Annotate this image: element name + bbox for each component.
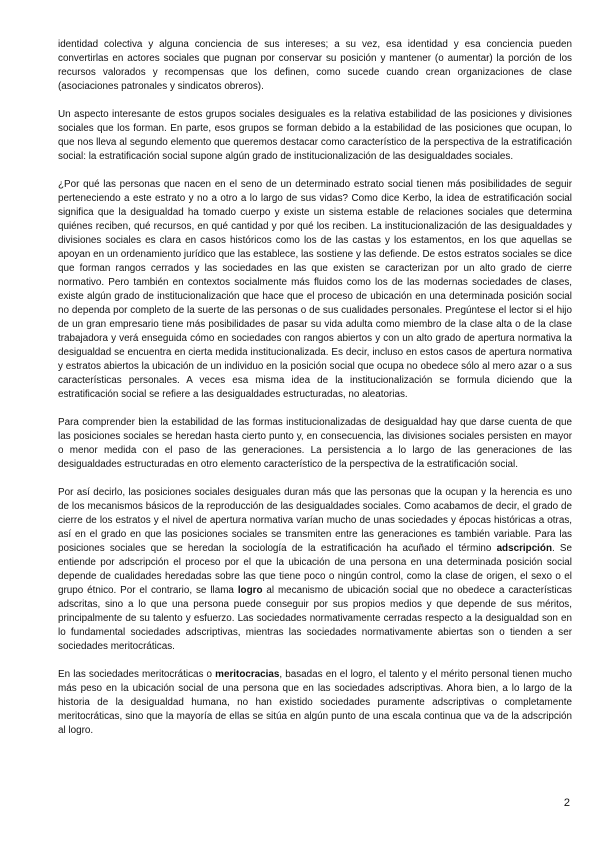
term-meritocracias: meritocracias xyxy=(215,669,280,680)
paragraph-3: ¿Por qué las personas que nacen en el seno de un determinado estrato social tienen más posibilidades de seguir perteneciendo a este estrato y no a otro a lo largo de sus vidas? Como dice Kerbo, la idea de estratificación social significa que la desigualdad ha tomado cuerpo y existe un sistema estable de relaciones sociales que determina quiénes reciben, qué recursos, en qué cantidad y por qué los reciben. La institucionalización de las desigualdades y divisiones sociales es clara en casos históricos como los de las castas y los estamentos, en los que aquellas se apoyan en un ordenamiento jurídico que las establece, las sostiene y las defiende. De estos estratos sociales se dice que forman rangos cerrados y las sociedades en las que existen se caracterizan por un alto grado de cierre normativo. Pero también en contextos socialmente más fluidos como los de las modernas sociedades de clases, existe algún grado de institucionalización que hace que el proceso de ubicación en una determinada posición social no dependa por completo de la suerte de las personas o de sus cualidades personales. Pregúntese el lector si el hijo de un gran empresario tiene más posibilidades de pasar su vida adulta como miembro de la clase alta o de la clase trabajadora y verá enseguida cómo en sociedades con rangos abiertos y con un alto grado de apertura normativa la desigualdad se encuentra en cierta medida institucionalizada. Es decir, incluso en estos casos de apertura normativa y estratos abiertos la ubicación de un individuo en la posición social que ocupa no obedece sólo al mero azar o a sus características personales. A veces esa misma idea de la institucionalización se formula diciendo que la estratificación social se refiere a las desigualdades estructuradas, no aleatorias. xyxy=(58,179,572,400)
term-logro: logro xyxy=(237,585,263,596)
paragraph-6-text-b: , basadas en el logro, el talento y el mérito personal tienen mucho más peso en la ubicación social de una persona que en las sociedades adscriptivas. Ahora bien, a lo largo de la historia de la desigualdad humana, no han existido sociedades puramente adscriptivas o completamente meritocráticas, sino que la mayoría de ellas se sitúa en algún punto de una escala continua que va de la adscripción al logro. xyxy=(58,669,572,736)
document-page xyxy=(58,38,572,738)
term-adscripcion: adscripción xyxy=(496,543,552,554)
paragraph-5-text-c: al mecanismo de ubicación social que no obedece a características adscritas, sino a lo que una persona puede conseguir por sus propios medios y que depende de sus méritos, principalmente de su talento y esfuerzo. Las sociedades normativamente cerradas respecto a la desigualdad son en lo fundamental sociedades adscriptivas, mientras las sociedades normativamente abiertas son o tienden a ser sociedades meritocráticas. xyxy=(58,585,572,652)
paragraph-5-text-b: . Se entiende por adscripción el proceso por el que la ubicación de una persona en una determinada posición social depende de cualidades heredadas sobre las que tiene poco o ningún control, como la clase de origen, el sexo o el grupo étnico. Por el contrario, se llama xyxy=(58,543,572,596)
paragraph-6 xyxy=(58,668,572,738)
paragraph-5-text-a: Por así decirlo, las posiciones sociales desiguales duran más que las personas que la ocupan y la herencia es uno de los mecanismos básicos de la reproducción de las desigualdades sociales. Como acabamos de decir, el grado de cierre de los estratos y el nivel de apertura normativa varían mucho de unas sociedades y épocas históricas a otras, así en el grado en que las posiciones sociales se transmiten entre las generaciones es también variable. Para las posiciones sociales que se heredan la sociología de la estratificación ha acuñado el término xyxy=(58,487,572,554)
paragraph-6-text-a: En las sociedades meritocráticas o xyxy=(58,669,216,680)
page-number: 2 xyxy=(563,797,570,809)
paragraph-2: Un aspecto interesante de estos grupos sociales desiguales es la relativa estabilidad de las posiciones y divisiones sociales que los forman. En parte, esos grupos se forman debido a la estabilidad de las posiciones que ocupan, lo que nos lleva al segundo elemento que queremos destacar como característico de la perspectiva de la estratificación social: la estratificación social supone algún grado de institucionalización de las desigualdades sociales. xyxy=(58,109,572,162)
paragraph-1: identidad colectiva y alguna conciencia de sus intereses; a su vez, esa identidad y esa conciencia pueden convertirlas en actores sociales que pugnan por conservar su posición y mantener (o aumentar) la porción de los recursos valorados y recompensas que los definen, como sucede cuando crean organizaciones de clase (asociaciones patronales y sindicatos obreros). xyxy=(58,39,572,92)
paragraph-4: Para comprender bien la estabilidad de las formas institucionalizadas de desigualdad hay que darse cuenta de que las posiciones sociales se heredan hasta cierto punto y, en consecuencia, las divisiones sociales persisten en mayor o menor medida con el paso de las generaciones. La persistencia a lo largo de las generaciones de las desigualdades estructuradas en otro elemento característico de la perspectiva de la estratificación social. xyxy=(58,417,572,470)
paragraph-5 xyxy=(58,486,572,654)
